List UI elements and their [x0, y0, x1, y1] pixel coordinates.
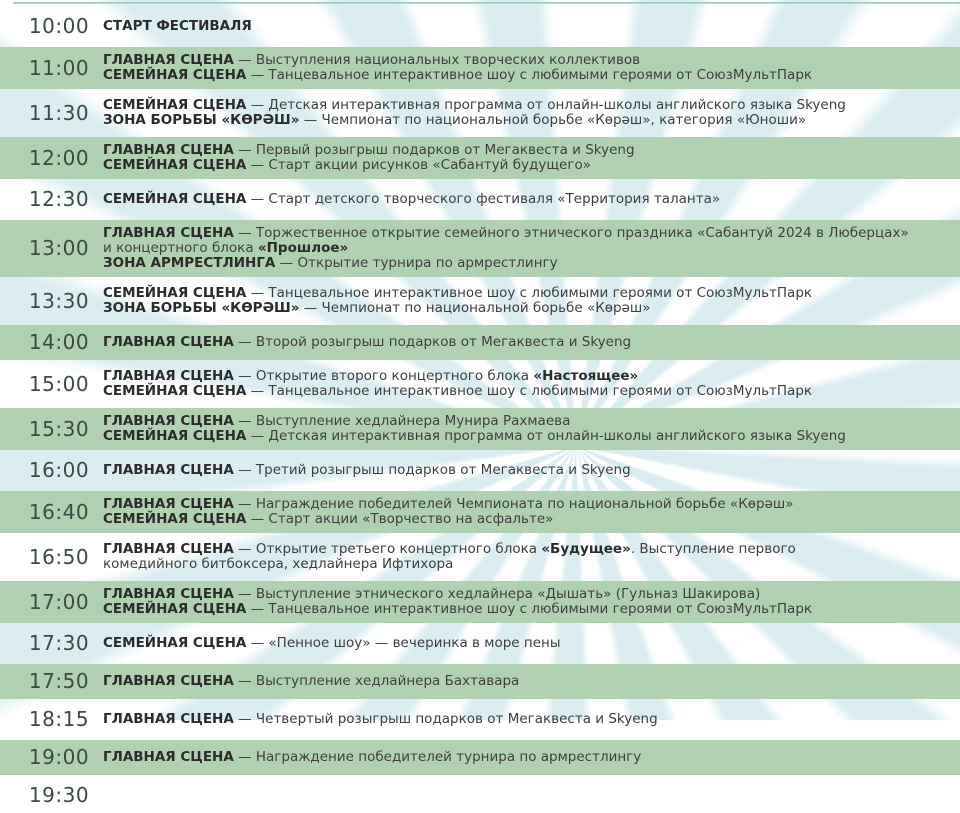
event-lines — [103, 143, 635, 173]
event-line — [103, 68, 812, 83]
event-lines — [103, 192, 720, 207]
top-divider-line — [13, 2, 960, 4]
event-text: — Детская интерактивная программа от онлайн-школы английского языка Skyeng — [246, 97, 846, 113]
event-text: — Награждение победителей турнира по армрестлингу — [233, 749, 642, 765]
schedule-row — [0, 220, 960, 277]
time-label: 16:00 — [28, 458, 90, 482]
time-label: 17:50 — [28, 669, 90, 693]
event-line — [103, 286, 812, 301]
scene-name: ГЛАВНАЯ СЦЕНА — [103, 586, 234, 602]
scene-name: ЗОНА БОРЬБЫ «КӨРӘШ» — [103, 112, 300, 128]
schedule-row — [0, 536, 960, 578]
event-line — [103, 463, 631, 478]
scene-name: ЗОНА БОРЬБЫ «КӨРӘШ» — [103, 300, 300, 316]
event-text: — Выступление этнического хедлайнера «Дышать» (Гульназ Шакирова) — [233, 586, 761, 602]
scene-name: ГЛАВНАЯ СЦЕНА — [103, 225, 234, 241]
event-line — [103, 369, 812, 384]
event-line — [103, 636, 561, 651]
scene-name: «Будущее» — [541, 541, 631, 557]
event-lines — [103, 636, 561, 651]
event-text: — Старт детского творческого фестиваля «Территория таланта» — [246, 191, 721, 207]
schedule-row — [0, 363, 960, 405]
event-text: — Детская интерактивная программа от онлайн-школы английского языка Skyeng — [246, 428, 846, 444]
event-line — [103, 192, 720, 207]
time-label: 16:40 — [28, 499, 90, 524]
event-lines — [103, 369, 812, 399]
event-line — [103, 542, 796, 557]
event-text: — Четвертый розыгрыш подарков от Мегаквеста и Skyeng — [233, 711, 658, 727]
scene-name: ГЛАВНАЯ СЦЕНА — [103, 749, 234, 765]
event-text: — Открытие третьего концертного блока — [233, 541, 542, 557]
time-label: 16:50 — [28, 544, 90, 569]
schedule-row — [0, 9, 960, 44]
event-text: — Чемпионат по национальной борьбе «Көрәш», категория «Юноши» — [299, 112, 807, 128]
scene-name: СЕМЕЙНАЯ СЦЕНА — [103, 67, 247, 83]
event-text: — Открытие турнира по армрестлингу — [275, 255, 558, 271]
scene-name: «Прошлое» — [257, 240, 349, 256]
scene-name: ГЛАВНАЯ СЦЕНА — [103, 413, 234, 429]
event-line — [103, 384, 812, 399]
schedule-row — [0, 702, 960, 737]
event-text: — Торжественное открытие семейного этнического праздника «Сабантуй 2024 в Люберцах» — [233, 225, 909, 241]
event-text: — Выступление хедлайнера Мунира Рахмаева — [233, 413, 571, 429]
event-lines — [103, 497, 794, 527]
scene-name: ГЛАВНАЯ СЦЕНА — [103, 142, 234, 158]
event-lines — [103, 286, 812, 316]
event-line — [103, 53, 812, 68]
event-line — [103, 674, 519, 689]
scene-name: СЕМЕЙНАЯ СЦЕНА — [103, 191, 247, 207]
schedule-row — [0, 92, 960, 134]
event-text: . Выступление первого — [630, 541, 796, 557]
event-text: — Открытие второго концертного блока — [233, 368, 534, 384]
scene-name: «Настоящее» — [533, 368, 639, 384]
event-lines — [103, 98, 846, 128]
time-label: 19:00 — [28, 745, 90, 769]
event-text: — Танцевальное интерактивное шоу с любимыми героями от СоюзМультПарк — [246, 383, 813, 399]
event-text: — Выступление хедлайнера Бахтавара — [233, 673, 520, 689]
event-text: — Старт акции рисунков «Сабантуй будущего» — [246, 157, 591, 173]
time-label: 11:30 — [28, 100, 90, 125]
event-lines — [103, 674, 519, 689]
schedule-row — [0, 581, 960, 623]
scene-name: СТАРТ ФЕСТИВАЛЯ — [103, 18, 252, 34]
schedule-row — [0, 280, 960, 322]
time-label: 11:00 — [28, 55, 90, 80]
scene-name: СЕМЕЙНАЯ СЦЕНА — [103, 157, 247, 173]
time-label: 15:30 — [28, 416, 90, 441]
event-line — [103, 587, 812, 602]
scene-name: СЕМЕЙНАЯ СЦЕНА — [103, 97, 247, 113]
event-line — [103, 158, 635, 173]
scene-name: ГЛАВНАЯ СЦЕНА — [103, 711, 234, 727]
scene-name: СЕМЕЙНАЯ СЦЕНА — [103, 511, 247, 527]
event-line — [103, 335, 631, 350]
time-label: 15:00 — [28, 371, 90, 396]
schedule-row — [0, 325, 960, 360]
time-label: 14:00 — [28, 330, 90, 354]
schedule-row — [0, 453, 960, 488]
scene-name: СЕМЕЙНАЯ СЦЕНА — [103, 383, 247, 399]
schedule-row — [0, 491, 960, 533]
schedule-row — [0, 778, 960, 813]
event-line — [103, 19, 252, 34]
time-label: 13:00 — [28, 236, 90, 260]
event-text: — Танцевальное интерактивное шоу с любимыми героями от СоюзМультПарк — [246, 285, 813, 301]
event-line — [103, 98, 846, 113]
event-line — [103, 557, 796, 572]
event-line — [103, 497, 794, 512]
event-line — [103, 414, 846, 429]
event-lines — [103, 414, 846, 444]
time-label: 10:00 — [28, 14, 90, 38]
event-line — [103, 256, 909, 271]
event-line — [103, 301, 812, 316]
event-lines — [103, 463, 631, 478]
schedule-row — [0, 408, 960, 450]
event-line — [103, 512, 794, 527]
event-lines — [103, 226, 909, 271]
time-label: 19:30 — [28, 783, 90, 807]
event-text: — Третий розыгрыш подарков от Мегаквеста и Skyeng — [233, 462, 631, 478]
scene-name: СЕМЕЙНАЯ СЦЕНА — [103, 601, 247, 617]
event-lines — [103, 750, 641, 765]
event-text: — Старт акции «Творчество на асфальте» — [246, 511, 554, 527]
event-lines — [103, 335, 631, 350]
event-line — [103, 429, 846, 444]
event-text: — Награждение победителей Чемпионата по национальной борьбе «Көрәш» — [233, 496, 794, 512]
event-lines — [103, 53, 812, 83]
time-label: 18:15 — [28, 707, 90, 731]
event-line — [103, 113, 846, 128]
event-line — [103, 241, 909, 256]
time-label: 13:30 — [28, 288, 90, 313]
time-label: 12:00 — [28, 145, 90, 170]
scene-name: ГЛАВНАЯ СЦЕНА — [103, 52, 234, 68]
event-text: — Второй розыгрыш подарков от Мегаквеста и Skyeng — [233, 334, 632, 350]
event-line — [103, 712, 658, 727]
scene-name: ГЛАВНАЯ СЦЕНА — [103, 334, 234, 350]
event-lines — [103, 19, 252, 34]
scene-name: СЕМЕЙНАЯ СЦЕНА — [103, 635, 247, 651]
event-text: — Танцевальное интерактивное шоу с любимыми героями от СоюзМультПарк — [246, 67, 813, 83]
scene-name: ГЛАВНАЯ СЦЕНА — [103, 368, 234, 384]
scene-name: ГЛАВНАЯ СЦЕНА — [103, 673, 234, 689]
event-lines — [103, 587, 812, 617]
scene-name: ЗОНА АРМРЕСТЛИНГА — [103, 255, 276, 271]
time-label: 12:30 — [28, 187, 90, 211]
schedule-row — [0, 137, 960, 179]
schedule-row — [0, 182, 960, 217]
event-text: — Чемпионат по национальной борьбе «Көрәш» — [299, 300, 651, 316]
schedule-row — [0, 47, 960, 89]
scene-name: СЕМЕЙНАЯ СЦЕНА — [103, 285, 247, 301]
event-text: — Танцевальное интерактивное шоу с любимыми героями от СоюзМультПарк — [246, 601, 813, 617]
event-text: — Первый розыгрыш подарков от Мегаквеста и Skyeng — [233, 142, 635, 158]
event-text: комедийного битбоксера, хедлайнера Ифтихора — [103, 556, 454, 572]
scene-name: ГЛАВНАЯ СЦЕНА — [103, 462, 234, 478]
scene-name: ГЛАВНАЯ СЦЕНА — [103, 541, 234, 557]
event-line — [103, 602, 812, 617]
event-text: — Выступления национальных творческих коллективов — [233, 52, 641, 68]
event-text: и концертного блока — [103, 240, 258, 256]
event-line — [103, 143, 635, 158]
time-label: 17:30 — [28, 631, 90, 655]
event-lines — [103, 542, 796, 572]
scene-name: СЕМЕЙНАЯ СЦЕНА — [103, 428, 247, 444]
scene-name: ГЛАВНАЯ СЦЕНА — [103, 496, 234, 512]
time-label: 17:00 — [28, 589, 90, 614]
schedule-row — [0, 740, 960, 775]
event-line — [103, 750, 641, 765]
schedule-row — [0, 664, 960, 699]
schedule-row — [0, 626, 960, 661]
event-lines — [103, 712, 658, 727]
event-line — [103, 226, 909, 241]
event-text: — «Пенное шоу» — вечеринка в море пены — [246, 635, 561, 651]
